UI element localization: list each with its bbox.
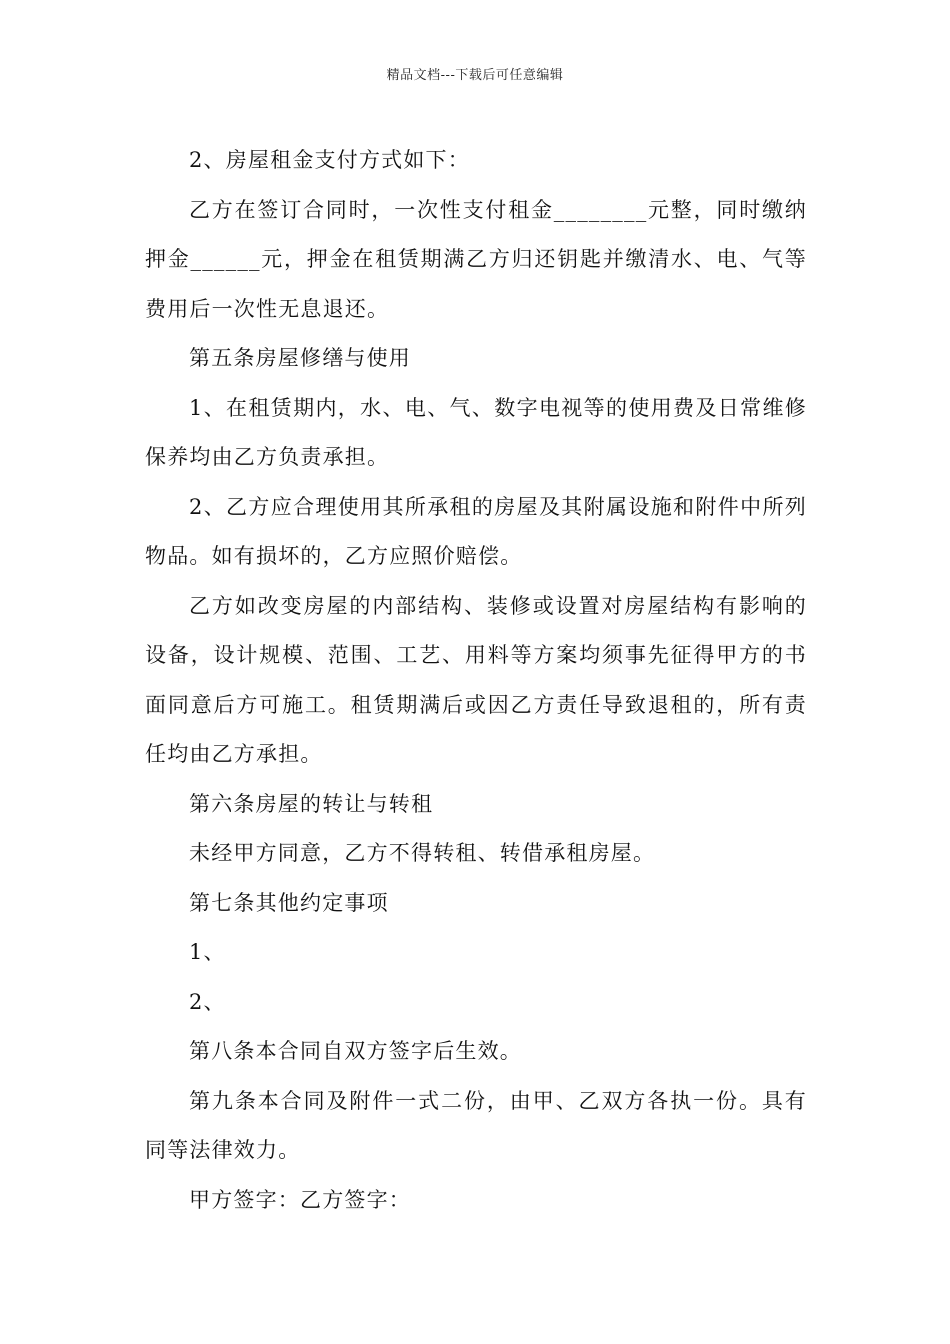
document-body [145,136,807,1225]
article-6-title: 第六条房屋的转让与转租 [189,791,434,816]
paragraph-structure-change: 乙方如改变房屋的内部结构、装修或设置对房屋结构有影响的设备，设计规模、范围、工艺、用料等方案均须事先征得甲方的书面同意后方可施工。租赁期满后或因乙方责任导致退租的，所有责任均由乙方承担。 [145,593,807,766]
page-header: 精品文档---下载后可任意编辑 [386,68,564,83]
paragraph-article-5-item-2: 2、乙方应合理使用其所承租的房屋及其附属设施和附件中所列物品。如有损坏的，乙方应照价赔偿。 [145,494,807,568]
article-7-title: 第七条其他约定事项 [189,890,389,915]
article-9-text: 第九条本合同及附件一式二份，由甲、乙双方各执一份。具有同等法律效力。 [145,1088,807,1162]
article-5-title: 第五条房屋修缮与使用 [189,346,411,370]
article-8-text: 第八条本合同自双方签字后生效。 [189,1039,522,1063]
paragraph-article-7-item-2: 2、 [189,989,226,1014]
paragraph-rent-payment-terms: 乙方在签订合同时，一次性支付租金________元整，同时缴纳押金______元，押金在租赁期满乙方归还钥匙并缴清水、电、气等费用后一次性无息退还。 [145,197,807,321]
paragraph-article-6-body: 未经甲方同意，乙方不得转租、转借承租房屋。 [189,841,656,865]
paragraph-article-7-item-1: 1、 [189,940,226,964]
paragraph-article-5-item-1: 1、在租赁期内，水、电、气、数字电视等的使用费及日常维修保养均由乙方负责承担。 [145,395,807,469]
paragraph-rent-payment-heading: 2、房屋租金支付方式如下： [189,148,470,172]
signature-line: 甲方签字：乙方签字： [189,1187,411,1212]
